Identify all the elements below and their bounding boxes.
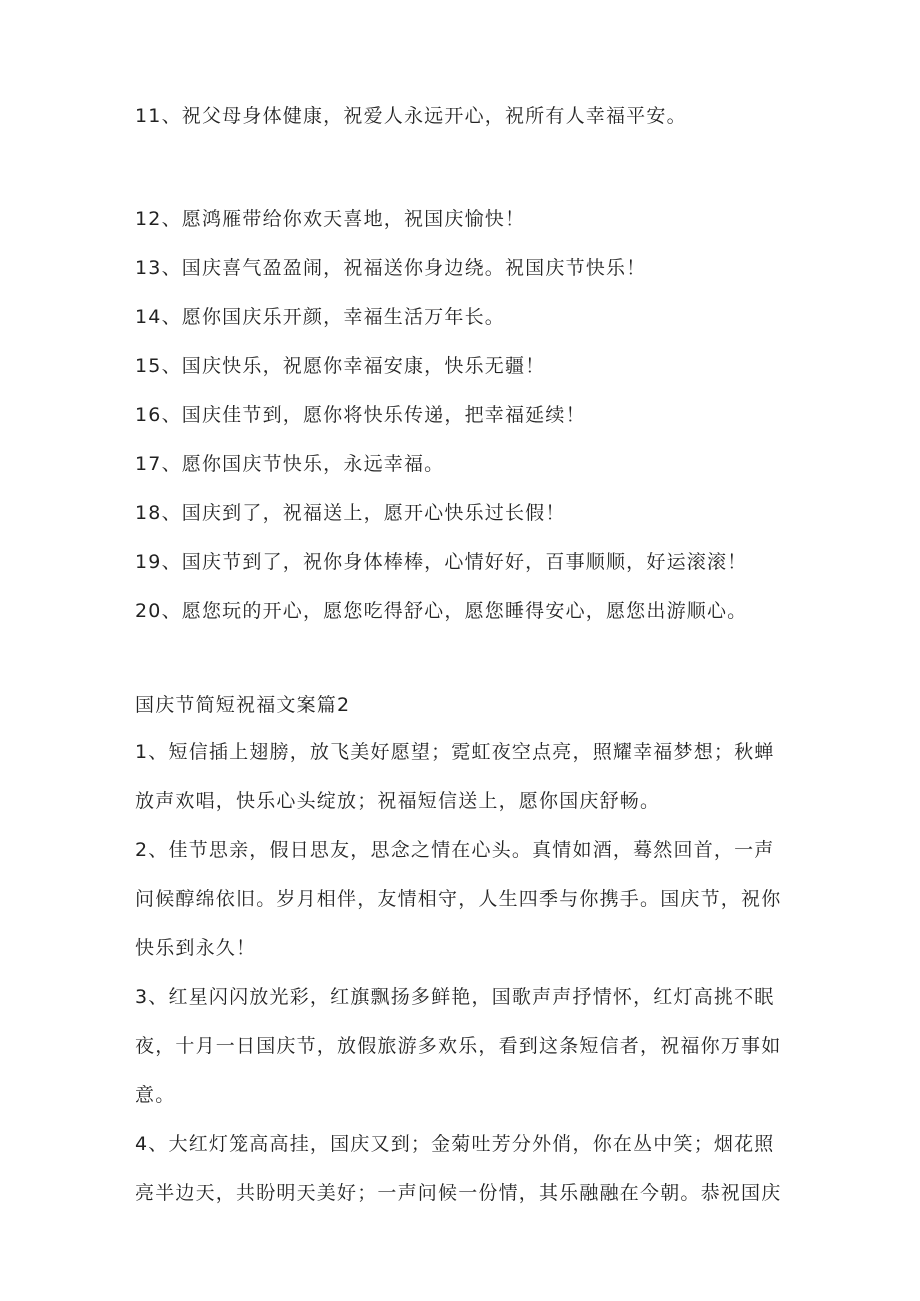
list-item-13: 13、国庆喜气盈盈闹，祝福送你身边绕。祝国庆节快乐！ bbox=[135, 257, 647, 279]
list-item-20: 20、愿您玩的开心，愿您吃得舒心，愿您睡得安心，愿您出游顺心。 bbox=[135, 600, 748, 622]
list-item-12: 12、愿鸿雁带给你欢天喜地，祝国庆愉快！ bbox=[135, 208, 526, 230]
paragraph-line: 意。 bbox=[135, 1084, 176, 1106]
paragraph-line: 问候醇绵依旧。岁月相伴，友情相守，人生四季与你携手。国庆节，祝你 bbox=[135, 888, 782, 910]
paragraph-line: 1、短信插上翅膀，放飞美好愿望；霓虹夜空点亮，照耀幸福梦想；秋蝉 bbox=[135, 741, 775, 763]
paragraph-line: 快乐到永久！ bbox=[135, 937, 257, 959]
paragraph-line: 亮半边天，共盼明天美好；一声问候一份情，其乐融融在今朝。恭祝国庆 bbox=[135, 1182, 782, 1204]
paragraph-line: 夜，十月一日国庆节，放假旅游多欢乐，看到这条短信者，祝福你万事如 bbox=[135, 1035, 782, 1057]
list-item-11: 11、祝父母身体健康，祝爱人永远开心，祝所有人幸福平安。 bbox=[135, 105, 687, 127]
section-title: 国庆节简短祝福文案篇2 bbox=[135, 694, 351, 716]
paragraph-4 bbox=[135, 1120, 785, 1218]
list-item-19: 19、国庆节到了，祝你身体棒棒，心情好好，百事顺顺，好运滚滚！ bbox=[135, 551, 748, 573]
list-item-15: 15、国庆快乐，祝愿你幸福安康，快乐无疆！ bbox=[135, 355, 546, 377]
paragraph-line: 2、佳节思亲，假日思友，思念之情在心头。真情如酒，蓦然回首，一声 bbox=[135, 839, 775, 861]
paragraph-line: 3、红星闪闪放光彩，红旗飘扬多鲜艳，国歌声声抒情怀，红灯高挑不眠 bbox=[135, 986, 775, 1008]
list-item-18: 18、国庆到了，祝福送上，愿开心快乐过长假！ bbox=[135, 502, 566, 524]
paragraph-2 bbox=[135, 826, 785, 973]
paragraph-line: 4、大红灯笼高高挂，国庆又到；金菊吐芳分外俏，你在丛中笑；烟花照 bbox=[135, 1133, 775, 1155]
paragraph-line: 放声欢唱，快乐心头绽放；祝福短信送上，愿你国庆舒畅。 bbox=[135, 790, 661, 812]
list-item-16: 16、国庆佳节到，愿你将快乐传递，把幸福延续！ bbox=[135, 404, 586, 426]
list-item-14: 14、愿你国庆乐开颜，幸福生活万年长。 bbox=[135, 306, 505, 328]
paragraph-1 bbox=[135, 728, 785, 826]
paragraph-3 bbox=[135, 973, 785, 1120]
list-item-17: 17、愿你国庆节快乐，永远幸福。 bbox=[135, 453, 445, 475]
